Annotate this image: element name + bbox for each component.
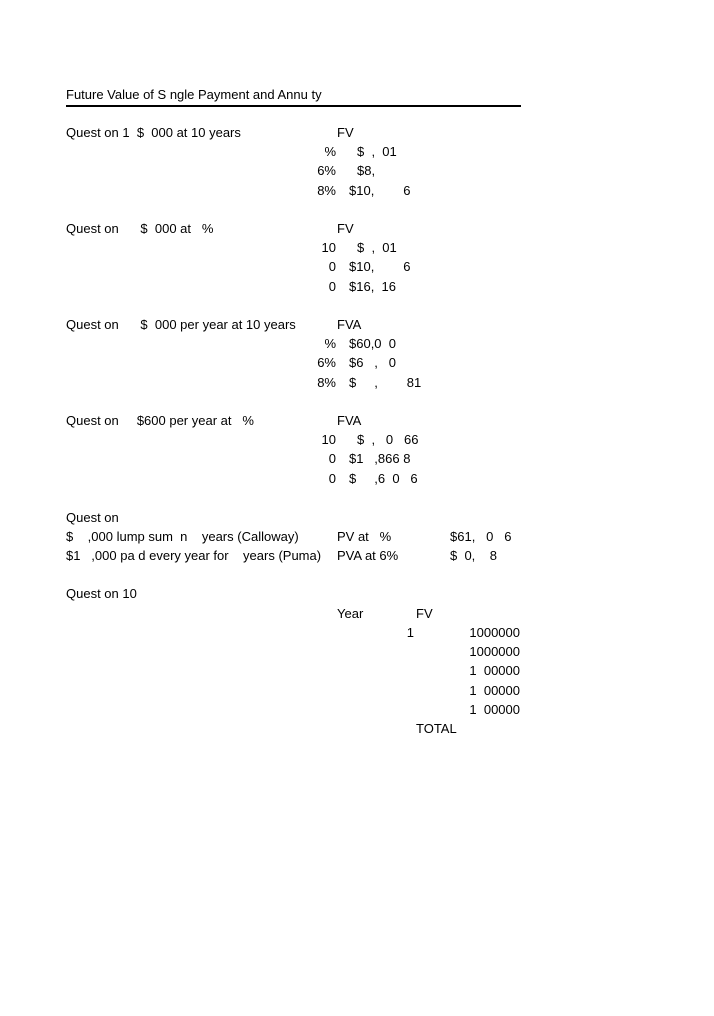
question-4-rate: 10 bbox=[321, 432, 336, 447]
question-4-header: FVA bbox=[337, 413, 362, 428]
question-4-value: $1 ,866 8 bbox=[349, 451, 411, 466]
question-3-value: $6 , 0 bbox=[349, 355, 396, 370]
question-1-rate: 8% bbox=[317, 183, 336, 198]
question-3-value: $ , 81 bbox=[349, 375, 422, 390]
question-5-value: $ 0, 8 bbox=[450, 548, 497, 563]
question-2-header: FV bbox=[337, 221, 354, 236]
question-4-rate: 0 bbox=[328, 471, 336, 486]
fv-column-header: FV bbox=[416, 606, 433, 621]
question-3-rate: 8% bbox=[317, 375, 336, 390]
question-5-label: Quest on bbox=[66, 510, 119, 525]
question-3-header: FVA bbox=[337, 317, 362, 332]
question-4-rate: 0 bbox=[328, 451, 336, 466]
question-5-desc: $ ,000 lump sum n years (Calloway) bbox=[66, 529, 299, 544]
question-1-value: $8, bbox=[357, 163, 376, 178]
year-column-header: Year bbox=[337, 606, 364, 621]
fv-cell: 1000000 bbox=[469, 625, 520, 640]
fv-cell: 1 00000 bbox=[469, 702, 520, 717]
question-10-label: Quest on 10 bbox=[66, 586, 137, 601]
question-2-rate: 0 bbox=[328, 259, 336, 274]
question-2-value: $ , 01 bbox=[357, 240, 397, 255]
question-3-label: Quest on $ 000 per year at 10 years bbox=[66, 317, 296, 332]
question-2-label: Quest on $ 000 at % bbox=[66, 221, 214, 236]
question-3-rate: % bbox=[320, 336, 336, 351]
question-4-value: $ , 0 66 bbox=[357, 432, 419, 447]
question-2-rate: 10 bbox=[321, 240, 336, 255]
question-1-header: FV bbox=[337, 125, 354, 140]
year-cell: 1 bbox=[406, 625, 414, 640]
question-1-rate: 6% bbox=[317, 163, 336, 178]
question-1-value: $10, 6 bbox=[349, 183, 411, 198]
fv-cell: 1 00000 bbox=[469, 683, 520, 698]
fv-cell: 1000000 bbox=[469, 644, 520, 659]
question-3-value: $60,0 0 bbox=[349, 336, 396, 351]
question-2-rate: 0 bbox=[328, 279, 336, 294]
question-1-value: $ , 01 bbox=[357, 144, 397, 159]
question-5-desc: $1 ,000 pa d every year for years (Puma) bbox=[66, 548, 322, 563]
question-3-rate: 6% bbox=[317, 355, 336, 370]
question-2-value: $10, 6 bbox=[349, 259, 411, 274]
question-5-measure: PVA at 6% bbox=[337, 548, 399, 563]
question-4-value: $ ,6 0 6 bbox=[349, 471, 418, 486]
total-label: TOTAL bbox=[416, 721, 457, 736]
question-5-value: $61, 0 6 bbox=[450, 529, 512, 544]
title-underline bbox=[66, 105, 521, 107]
question-1-label: Quest on 1 $ 000 at 10 years bbox=[66, 125, 241, 140]
question-5-measure: PV at % bbox=[337, 529, 392, 544]
fv-cell: 1 00000 bbox=[469, 663, 520, 678]
question-2-value: $16, 16 bbox=[349, 279, 396, 294]
page-title: Future Value of S ngle Payment and Annu ty bbox=[66, 87, 322, 102]
question-1-rate: % bbox=[320, 144, 336, 159]
question-4-label: Quest on $600 per year at % bbox=[66, 413, 254, 428]
